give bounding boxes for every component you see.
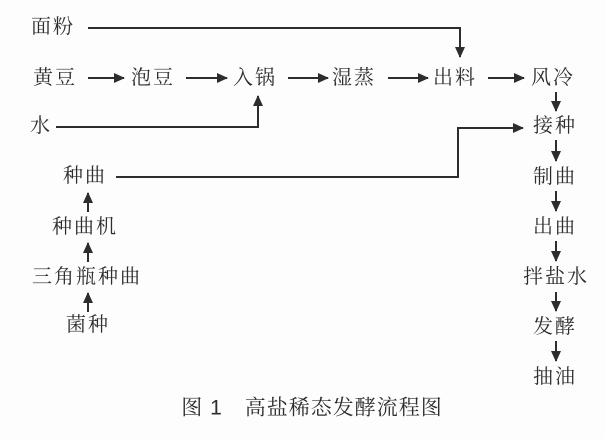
- figure-caption: [181, 398, 443, 419]
- node-seed-koji: 种曲: [63, 165, 107, 187]
- node-strain: 菌种: [66, 314, 110, 336]
- node-koji-out: 出曲: [533, 216, 577, 238]
- edge-flour-discharge: [88, 28, 460, 57]
- node-discharge: 出料: [433, 67, 477, 89]
- node-air-cool: 风冷: [531, 67, 575, 89]
- edge-water-pot: [56, 96, 258, 127]
- node-mix-brine: 拌盐水: [523, 266, 589, 288]
- node-soak-beans: 泡豆: [131, 67, 175, 89]
- node-seed-koji-machine: 种曲机: [52, 216, 118, 238]
- node-koji-making: 制曲: [533, 166, 577, 188]
- figure-title: 高盐稀态发酵流程图: [244, 396, 443, 420]
- node-soybeans: 黄豆: [33, 67, 77, 89]
- node-into-pot: 入锅: [233, 67, 277, 89]
- node-inoculation: 接种: [533, 115, 577, 137]
- node-flour: 面粉: [31, 16, 75, 38]
- node-fermentation: 发酵: [533, 316, 577, 338]
- node-water: 水: [30, 115, 52, 137]
- figure-label: 图 1: [181, 396, 223, 420]
- node-flask-seed-koji: 三角瓶种曲: [32, 266, 142, 288]
- node-oil-extraction: 抽油: [533, 366, 577, 388]
- node-wet-steam: 湿蒸: [332, 67, 376, 89]
- edge-seedkoji-inoculation: [116, 128, 523, 177]
